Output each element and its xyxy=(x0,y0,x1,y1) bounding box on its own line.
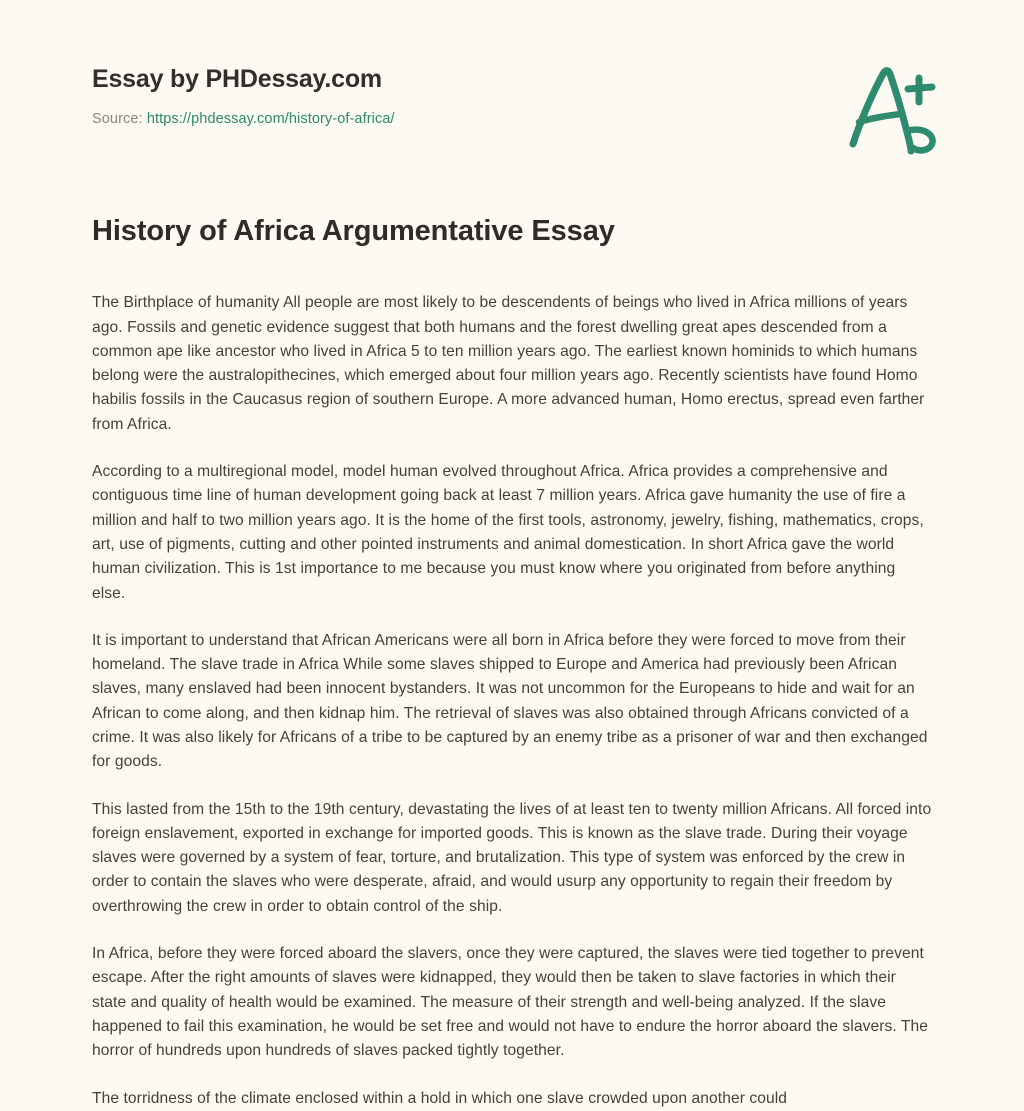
source-line xyxy=(92,111,932,128)
paragraph: In Africa, before they were forced aboard the slavers, once they were captured, the slaves were tied together to prevent escape. After the right amounts of slaves were kidnapped, they would then be taken to slave factories in which their state and quality of health would be examined. The measure of their strength and well-being analyzed. If the slave happened to fail this examination, he would be set free and would not have to endure the horror aboard the slavers. The horror of hundreds upon hundreds of slaves packed tightly together. xyxy=(92,945,929,1060)
brand-title: Essay by PHDessay.com xyxy=(92,65,382,93)
paragraph: This lasted from the 15th to the 19th century, devastating the lives of at least ten to twenty million Africans. All forced into foreign enslavement, exported in exchange for imported goods. This is known as the slave trade. During their voyage slaves were governed by a system of fear, torture, and brutalization. This type of system was enforced by the crew in order to contain the slaves who were desperate, afraid, and would usurp any opportunity to regain their freedom by overthrowing the crew in order to obtain control of the ship. xyxy=(92,800,932,915)
paragraph: It is important to understand that African Americans were all born in Africa before they were forced to move from their homeland. The slave trade in Africa While some slaves shipped to Europe and America had previously been African slaves, many enslaved had been innocent bystanders. It was not uncommon for the Europeans to hide and wait for an African to come along, and then kidnap him. The retrieval of slaves was also obtained through Africans convicted of a crime. It was also likely for Africans of a tribe to be captured by an enemy tribe as a prisoner of war and then exchanged for goods. xyxy=(92,631,928,771)
paragraph: The Birthplace of humanity All people are most likely to be descendents of beings who lived in Africa millions of years ago. Fossils and genetic evidence suggest that both humans and the forest dwelling great apes descended from a common ape like ancestor who lived in Africa 5 to ten million years ago. The earliest known hominids to which humans belong were the australopithecines, which emerged about four million years ago. Recently scientists have found Homo habilis fossils in the Caucasus region of southern Europe. A more advanced human, Homo erectus, spread even farther from Africa. xyxy=(92,294,925,433)
a-plus-logo-icon[interactable] xyxy=(840,58,950,158)
essay-body xyxy=(92,249,932,1111)
paragraph: The torridness of the climate enclosed within a hold in which one slave crowded upon another could xyxy=(92,1089,788,1107)
page-header xyxy=(92,0,932,127)
source-url-link[interactable]: https://phdessay.com/history-of-africa/ xyxy=(146,110,395,127)
page-title: History of Africa Argumentative Essay xyxy=(92,215,615,247)
source-label: Source: xyxy=(92,110,143,127)
paragraph: According to a multiregional model, model human evolved throughout Africa. Africa provides a comprehensive and contiguous time line of human development going back at least 7 million years. Africa gave humanity the use of fire a million and half to two million years ago. It is the home of the first tools, astronomy, jewelry, fishing, mathematics, crops, art, use of pigments, cutting and other pointed instruments and animal domestication. In short Africa gave the world human civilization. This is 1st importance to me because you must know where you originated from before anything else. xyxy=(92,463,924,602)
